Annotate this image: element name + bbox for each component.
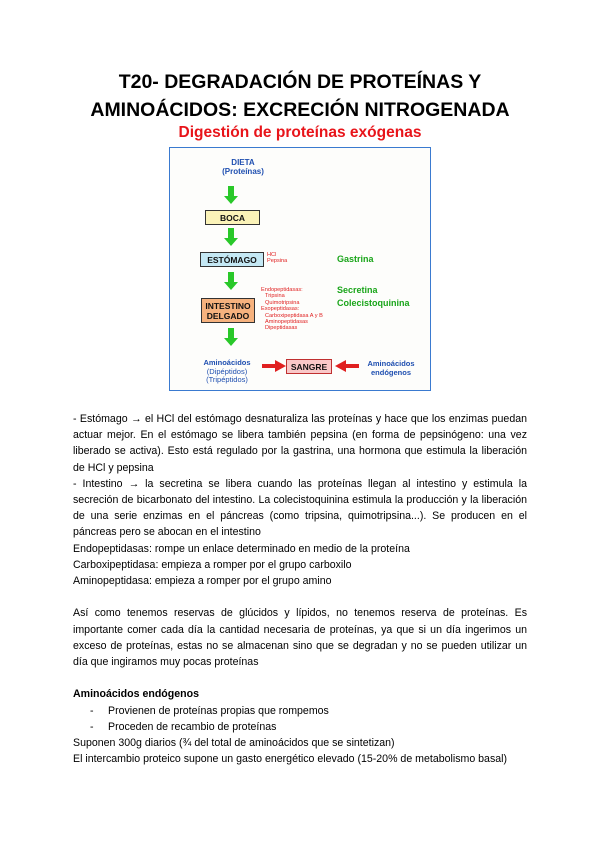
estomago-node: ESTÓMAGO — [200, 252, 264, 267]
estomago-items — [267, 252, 287, 265]
exopeptidasa-di: Dipeptidasas — [265, 325, 298, 332]
arrow-dieta-boca — [224, 186, 238, 204]
list-item — [73, 719, 527, 735]
estomago-item-hcl: HCl — [267, 252, 277, 258]
body-text — [73, 411, 527, 767]
arrow-boca-estomago — [224, 228, 238, 246]
endopeptidasas-label: Endopeptidasas: — [261, 287, 303, 293]
endopeptidasa-tripsina: Tripsina — [265, 293, 285, 300]
list-item-text: Proceden de recambio de proteínas — [108, 720, 277, 733]
arrow-intestino-aminoacidos — [224, 328, 238, 346]
section-heading: Aminoácidos endógenos — [73, 688, 199, 701]
paragraph-endopeptidasas: Endopeptidasas: rompe un enlace determinado en medio de la proteína — [73, 542, 410, 555]
endogenos-line-2: endógenos — [370, 367, 411, 377]
colecistoquinina-label: Colecistoquinina — [337, 298, 410, 308]
digestion-diagram — [169, 147, 431, 391]
paragraph-estomago: - Estómago → el HCl del estómago desnaturaliza las proteínas y hace que los enzimas puedan actuar mejor. En el estómago se libera también pepsina (en forma de pepsinógeno: una vez liberado se activa). Esto está regulado por la gastrina, una hormona que estimula la liberación de HCl y pepsina — [73, 413, 527, 474]
paragraph-aminopeptidasa: Aminopeptidasa: empieza a romper por el grupo amino — [73, 575, 332, 588]
list-dash: - — [90, 704, 94, 717]
exopeptidasa-amino: Aminopeptidasas — [265, 319, 308, 326]
arrow-aminoacidos-sangre — [262, 360, 286, 372]
aminoacidos-block — [194, 359, 260, 385]
endogenos-line-1: Aminoácidos — [367, 359, 415, 368]
boca-node: BOCA — [205, 210, 260, 225]
paragraph-300g: Suponen 300g diarios (¾ del total de aminoácidos que se sintetizan) — [73, 737, 395, 750]
list-item-text: Provienen de proteínas propias que rompemos — [108, 704, 329, 717]
figure-title: Digestión de proteínas exógenas — [178, 124, 422, 141]
dieta-sub-text: (Proteínas) — [222, 166, 264, 176]
gastrina-label: Gastrina — [337, 254, 374, 264]
paragraph-reservas: Así como tenemos reservas de glúcidos y lípidos, no tenemos reserva de proteínas. Es importante comer cada día la cantidad necesaria de proteínas, ya que si un día ingerimos un exceso de proteínas, estas no se almacenan sino que se degradan y no se pueden utilizar un día que ingiramos muy pocas proteínas — [73, 607, 527, 669]
exopeptidasa-carboxi: Carboxipeptidasa A y B — [265, 312, 323, 319]
title-line-1: T20- DEGRADACIÓN DE PROTEÍNAS Y — [118, 71, 482, 93]
document-title — [60, 68, 540, 124]
dieta-text: DIETA — [231, 158, 255, 167]
aminoacidos-dipeptidos: (Dipéptidos) — [206, 366, 248, 376]
aminoacidos-tripeptidos: (Tripéptidos) — [206, 375, 248, 384]
title-line-2: AMINOÁCIDOS: EXCRECIÓN NITROGENADA — [90, 99, 510, 121]
paragraph-intestino: - Intestino → la secretina se libera cuando las proteínas llegan al intestino y estimula la secreción de bicarbonato del intestino. La colecistoquinina estimula la producción y la liberación de una serie enzimas en el páncreas (como tripsina, quimotripsina...). Se producen en el páncreas pero se abocan en el intestino — [73, 477, 527, 539]
endopeptidasa-quimotripsina: Quimotripsina — [265, 299, 300, 306]
endogenos-block — [361, 360, 421, 377]
paragraph-gasto: El intercambio proteico supone un gasto energético elevado (15-20% de metabolismo basal) — [73, 753, 508, 766]
endogenos-list — [73, 703, 527, 735]
arrow-estomago-intestino — [224, 272, 238, 290]
arrow-endogenos-sangre — [335, 360, 359, 372]
intestino-node: INTESTINO DELGADO — [201, 298, 255, 323]
exopeptidasas-label: Exopeptidasas: — [261, 306, 300, 313]
estomago-item-pepsina: Pepsina — [267, 258, 288, 265]
secretina-label: Secretina — [337, 285, 378, 295]
dieta-label — [208, 159, 278, 176]
aminoacidos-label: Aminoácidos — [203, 358, 251, 367]
endopeptidasas-block — [261, 287, 323, 332]
paragraph-carboxipeptidasa: Carboxipeptidasa: empieza a romper por el grupo carboxilo — [73, 558, 352, 571]
list-dash: - — [90, 720, 94, 733]
sangre-node: SANGRE — [286, 359, 332, 374]
list-item — [73, 703, 527, 719]
